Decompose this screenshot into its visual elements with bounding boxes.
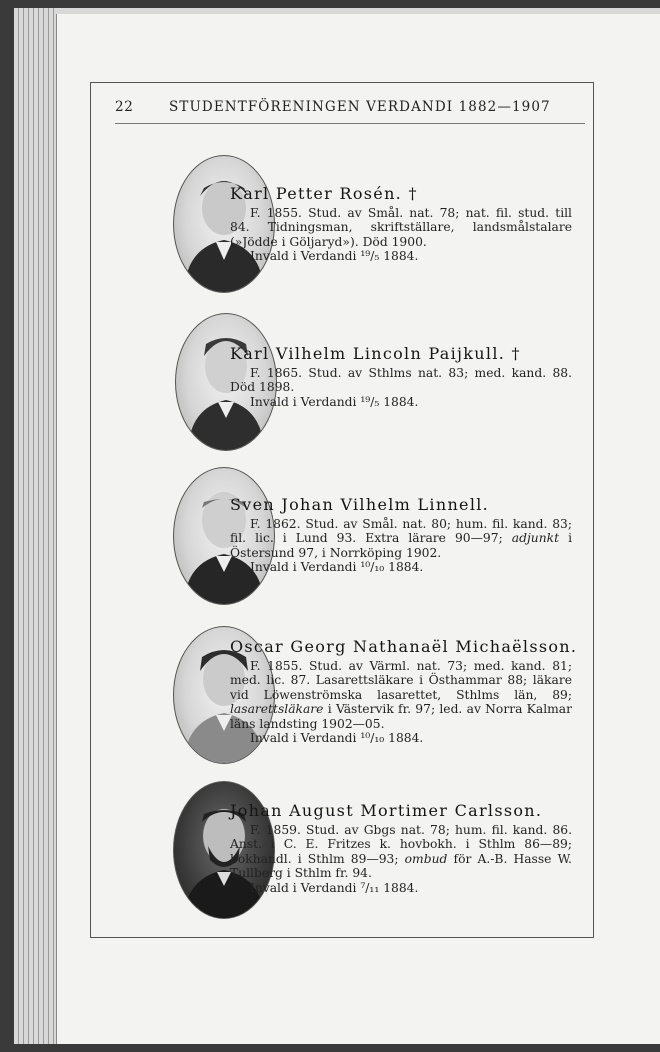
running-title: STUDENTFÖRENINGEN VERDANDI 1882—1907 <box>169 99 551 115</box>
invald-line: Invald i Verdandi ¹⁹/₅ 1884. <box>250 394 419 409</box>
invald-line: Invald i Verdandi ⁷/₁₁ 1884. <box>250 880 419 895</box>
person-name: Sven Johan Vilhelm Linnell. <box>230 495 490 514</box>
header-rule <box>115 123 585 124</box>
invald-line: Invald i Verdandi ¹⁰/₁₀ 1884. <box>250 560 424 575</box>
bio-text: F. 1859. Stud. av Gbgs nat. 78; hum. fil. kand. 86. Anst. i C. E. Fritzes k. hovbokh. i Sthlm 86—89; bokhandl. i Sthlm 89—93; ombud för A.-B. Hasse W. Tullberg i Sthlm fr. 94. Invald i Verdandi ⁷/₁₁ 1884. <box>230 823 572 895</box>
invald-line: Invald i Verdandi ¹⁰/₁₀ 1884. <box>250 731 424 746</box>
page-number: 22 <box>115 99 134 115</box>
person-name: Karl Petter Rosén. † <box>230 184 418 203</box>
bio-text: F. 1855. Stud. av Smål. nat. 78; nat. fil. stud. till 84. Tidningsman, skriftställare, landsmålstalare (»Jödde i Göljaryd»). Död 1900. Invald i Verdandi ¹⁹/₅ 1884. <box>230 206 572 264</box>
bio-text: F. 1862. Stud. av Smål. nat. 80; hum. fil. kand. 83; fil. lic. i Lund 93. Extra lärare 90—97; adjunkt i Östersund 97, i Norrköping 1902. Invald i Verdandi ¹⁰/₁₀ 1884. <box>230 517 573 575</box>
invald-line: Invald i Verdandi ¹⁹/₅ 1884. <box>250 249 419 264</box>
page-header <box>115 95 567 121</box>
bio-text: F. 1865. Stud. av Sthlms nat. 83; med. kand. 88. Död 1898. Invald i Verdandi ¹⁹/₅ 1884. <box>230 366 572 409</box>
bio-text: F. 1855. Stud. av Värml. nat. 73; med. kand. 81; med. lic. 87. Lasarettsläkare i Östhammar 88; läkare vid Löwenströmska lasarettet, Sthlms län, 89; lasarettsläkare i Västervik fr. 97; led. av Norra Kalmar läns landsting 1902—05. Invald i Verdandi ¹⁰/₁₀ 1884. <box>230 659 572 746</box>
person-name: Oscar Georg Nathanaël Michaëlsson. <box>230 637 578 656</box>
person-name: Karl Vilhelm Lincoln Paijkull. † <box>230 344 521 363</box>
person-name: Johan August Mortimer Carlsson. <box>230 801 543 820</box>
